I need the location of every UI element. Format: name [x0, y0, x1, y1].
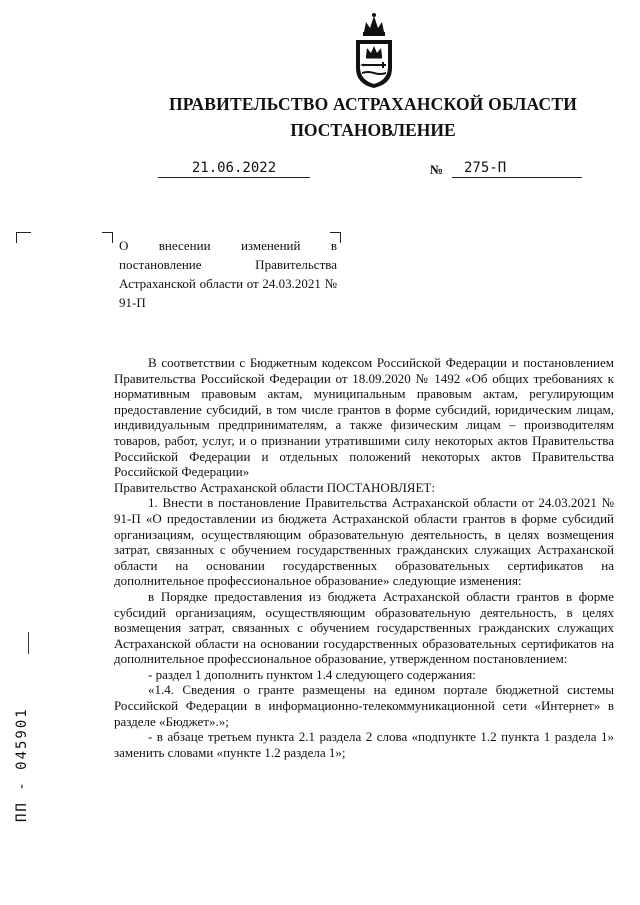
subject-corner-mark-left — [102, 232, 113, 243]
side-serial-code: ПП - 045901 — [14, 707, 30, 822]
preamble-paragraph: В соответствии с Бюджетным кодексом Российской Федерации и постановлением Правительства Российской Федерации от 18.09.2020 № 1492 «Об общих требованиях к нормативным правовым актам, муниципальным правовым актам, регулирующим предоставление субсидий, в том числе грантов в форме субсидий, юридическим лицам, индивидуальным предпринимателям, а также физическим лицам – производителям товаров, работ, услуг, и о признании утратившими силу некоторых актов Правительства Российской Федерации и отдельных положений некоторых актов Правительства Российской Федерации» — [114, 355, 614, 480]
margin-corner-mark — [16, 232, 31, 243]
doc-type-title: ПОСТАНОВЛЕНИЕ — [290, 120, 456, 140]
coat-of-arms-icon — [344, 10, 404, 90]
clause-2-1-amendment: - в абзаце третьем пункта 2.1 раздела 2 слова «подпункте 1.2 пункта 1 раздела 1» заменить словами «пункте 1.2 раздела 1»; — [114, 729, 614, 760]
org-title: ПРАВИТЕЛЬСТВО АСТРАХАНСКОЙ ОБЛАСТИ — [168, 94, 578, 114]
clause-1-4-text: «1.4. Сведения о гранте размещены на едином портале бюджетной системы Российской Федерации в информационно-телекоммуникационной сети «Интернет» в разделе «Бюджет».»; — [114, 682, 614, 729]
document-subject: О внесении изменений в постановление Правительства Астраханской области от 24.03.2021 № 91-П — [119, 238, 337, 310]
margin-line — [28, 632, 29, 654]
document-date: 21.06.2022 — [158, 160, 310, 178]
document-number: 275-П — [452, 160, 582, 178]
section-1-amendment: - раздел 1 дополнить пунктом 1.4 следующего содержания: — [148, 666, 476, 682]
item-1-paragraph: 1. Внести в постановление Правительства Астраханской области от 24.03.2021 № 91-П «О предоставлении из бюджета Астраханской области грантов в форме субсидий организациям, осуществляющим образовательную деятельность, в целях возмещения затрат, связанных с обучением государственных гражданских служащих Астраханской области на основании государственных образовательных сертификатов на дополнительное профессиональное образование» следующие изменения: — [114, 495, 614, 589]
procedure-paragraph: в Порядке предоставления из бюджета Астраханской области грантов в форме субсидий организациям, осуществляющим образовательную деятельность, в целях возмещения затрат, связанных с обучением государственных гражданских служащих Астраханской области на основании государственных образовательных сертификатов на дополнительное профессиональное образование, утвержденном постановлением: — [114, 588, 614, 667]
number-sign: № — [430, 162, 444, 177]
document-body — [114, 355, 614, 760]
resolution-paragraph: Правительство Астраханской области ПОСТАНОВЛЯЕТ: — [114, 479, 435, 495]
